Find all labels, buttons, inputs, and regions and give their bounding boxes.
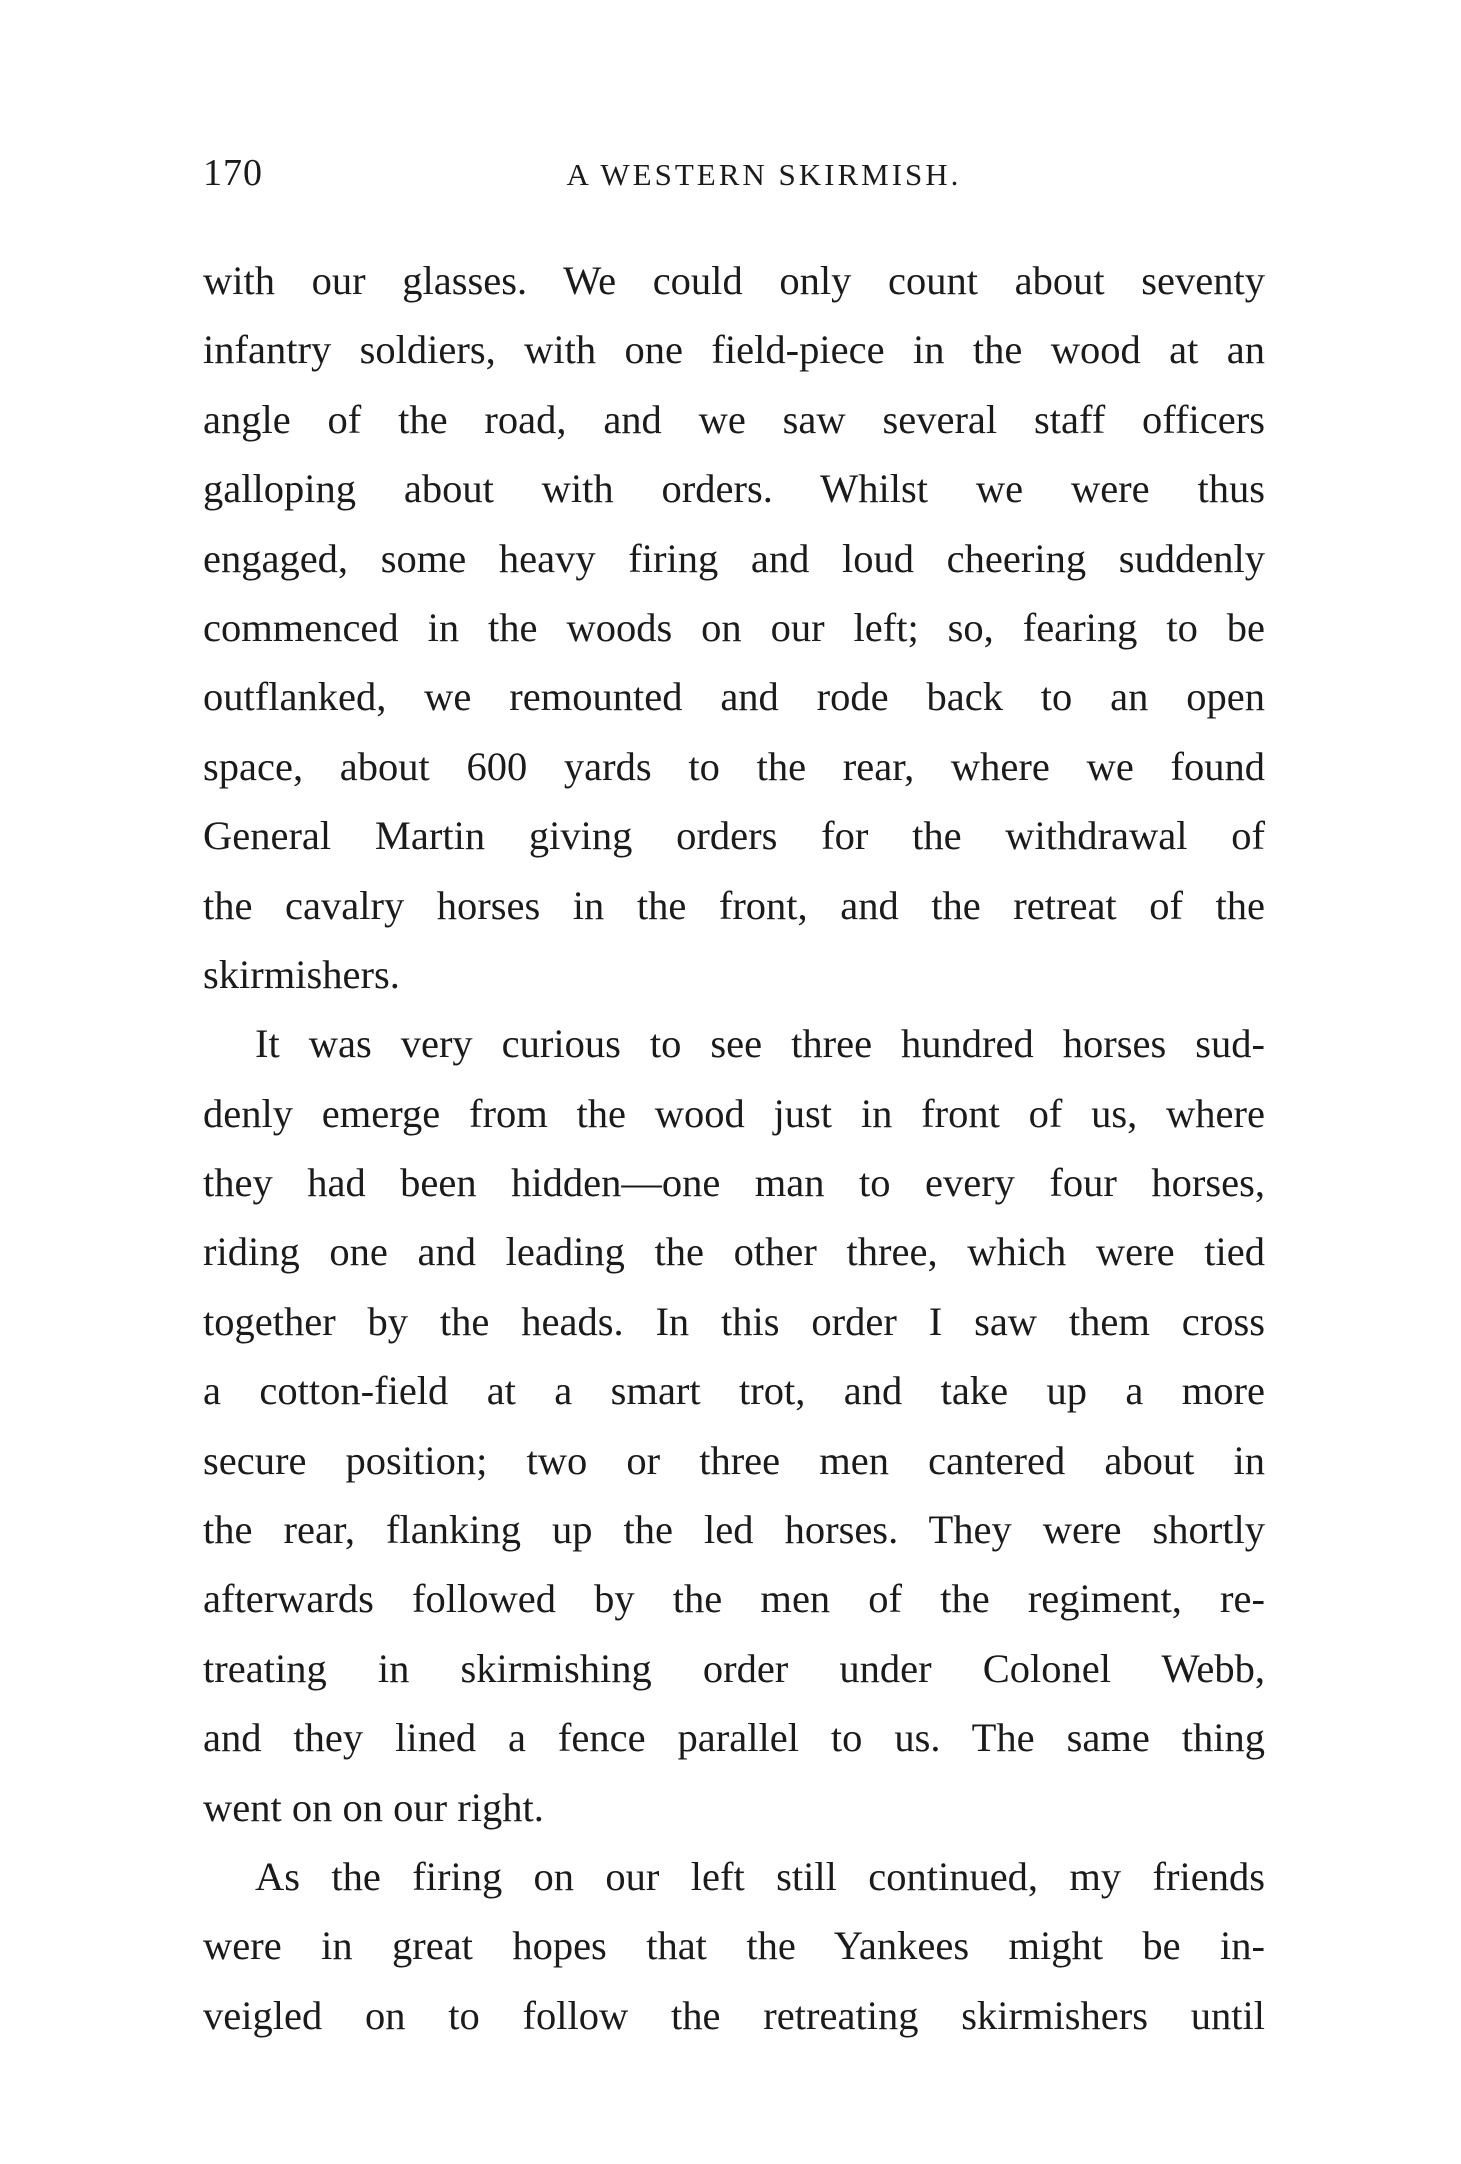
text-line: they had been hidden—one man to every four horses,: [203, 1160, 1265, 1206]
text-line: denly emerge from the wood just in front of us, where: [203, 1090, 1265, 1136]
paragraph-2: [203, 1009, 1265, 1842]
text-line: afterwards followed by the men of the regiment, re-: [203, 1576, 1265, 1622]
text-line: treating in skirmishing order under Colonel Webb,: [203, 1645, 1265, 1691]
text-line: with our glasses. We could only count about seventy: [203, 258, 1265, 303]
text-line: As the firing on our left still continued, my friends: [255, 1853, 1265, 1899]
text-line: space, about 600 yards to the rear, where we found: [203, 743, 1265, 789]
text-line: skirmishers.: [203, 951, 400, 997]
text-line: engaged, some heavy firing and loud cheering suddenly: [203, 535, 1265, 581]
text-line: a cotton-field at a smart trot, and take up a more: [203, 1368, 1265, 1414]
paragraph-3: [203, 1842, 1265, 2050]
text-line: the cavalry horses in the front, and the retreat of the: [203, 882, 1265, 928]
page-number: 170: [203, 152, 263, 194]
text-line: angle of the road, and we saw several staff officers: [203, 396, 1265, 442]
text-line: went on on our right.: [203, 1784, 544, 1830]
running-head: [203, 148, 1265, 198]
running-title: A WESTERN SKIRMISH.: [566, 157, 962, 192]
text-line: galloping about with orders. Whilst we were thus: [203, 466, 1265, 512]
text-line: It was very curious to see three hundred horses sud-: [255, 1021, 1265, 1067]
text-line: the rear, flanking up the led horses. They were shortly: [203, 1507, 1265, 1553]
text-line: outflanked, we remounted and rode back to an open: [203, 674, 1265, 720]
text-line: General Martin giving orders for the withdrawal of: [203, 813, 1265, 859]
paragraph-1: [203, 246, 1265, 1009]
text-line: riding one and leading the other three, which were tied: [203, 1229, 1265, 1275]
text-line: veigled on to follow the retreating skirmishers until: [203, 1992, 1265, 2038]
text-line: and they lined a fence parallel to us. The same thing: [203, 1715, 1265, 1761]
body-text: [203, 246, 1265, 2050]
text-line: were in great hopes that the Yankees might be in-: [203, 1923, 1265, 1969]
text-line: commenced in the woods on our left; so, fearing to be: [203, 604, 1265, 650]
text-line: infantry soldiers, with one field-piece in the wood at an: [203, 327, 1265, 373]
text-line: secure position; two or three men cantered about in: [203, 1437, 1265, 1483]
text-line: together by the heads. In this order I saw them cross: [203, 1298, 1265, 1344]
